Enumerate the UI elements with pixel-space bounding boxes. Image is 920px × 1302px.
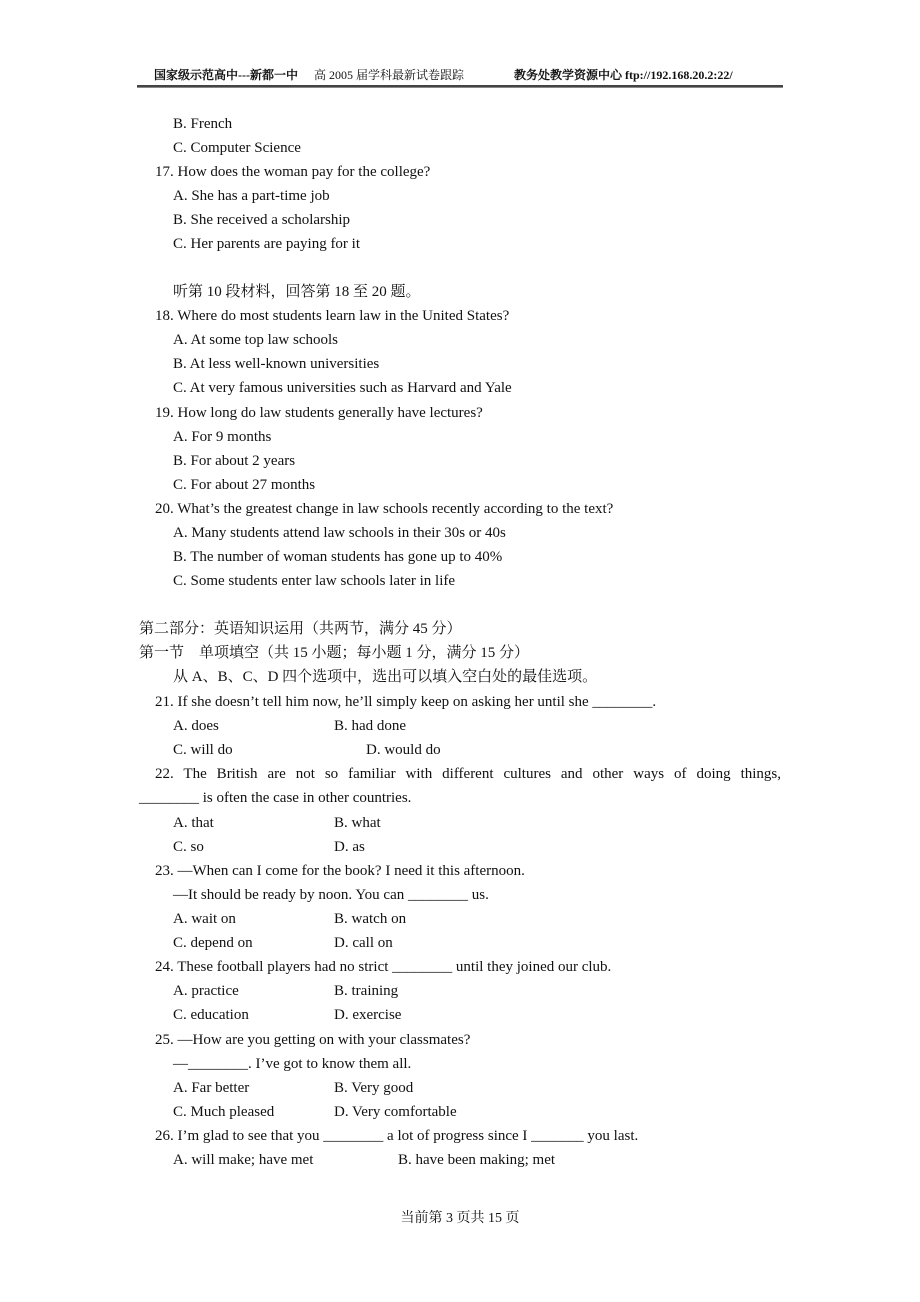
option: C. Much pleased	[173, 1104, 275, 1120]
question-stem: 19. How long do law students generally have lectures?	[155, 405, 483, 421]
question-stem: 25. —How are you getting on with your classmates?	[155, 1032, 471, 1048]
question-stem: ________ is often the case in other countries.	[139, 790, 412, 806]
option: A. practice	[173, 983, 239, 999]
header-divider	[137, 85, 783, 88]
option: B. have been making; met	[398, 1152, 556, 1168]
question-stem: 17. How does the woman pay for the college?	[155, 164, 431, 180]
question-stem: —It should be ready by noon. You can ________ us.	[173, 887, 489, 903]
option: C. so	[173, 839, 204, 855]
header-exam: 高 2005 届学科最新试卷跟踪	[314, 68, 465, 82]
question-stem: 21. If she doesn’t tell him now, he’ll simply keep on asking her until she ________.	[155, 694, 657, 710]
option: A. For 9 months	[173, 429, 272, 445]
option: A. She has a part-time job	[173, 188, 330, 204]
instruction: 从 A、B、C、D 四个选项中，选出可以填入空白处的最佳选项。	[173, 669, 598, 685]
option: A. Far better	[173, 1080, 250, 1096]
option: A. At some top law schools	[173, 332, 338, 348]
header-school: 国家级示范高中---新都一中	[154, 68, 298, 82]
option: B. had done	[334, 718, 407, 734]
option: D. exercise	[334, 1007, 402, 1023]
option: B. She received a scholarship	[173, 212, 351, 228]
option: B. For about 2 years	[173, 453, 296, 469]
option: D. would do	[366, 742, 441, 758]
option: D. Very comfortable	[334, 1104, 457, 1120]
page-footer: 当前第 3 页共 15 页	[400, 1211, 520, 1226]
option: A. will make; have met	[173, 1152, 314, 1168]
option: D. call on	[334, 935, 393, 951]
option: A. does	[173, 718, 219, 734]
question-stem: 20. What’s the greatest change in law schools recently according to the text?	[155, 501, 614, 517]
section-heading: 第二部分：英语知识运用（共两节，满分 45 分）	[139, 621, 462, 637]
question-stem: 22. The British are not so familiar with different cultures and other ways of doing things,	[155, 766, 781, 782]
header-resource-center: 教务处教学资源中心 ftp://192.168.20.2:22/	[514, 68, 733, 82]
option: B. training	[334, 983, 399, 999]
option: C. Some students enter law schools later in life	[173, 573, 456, 589]
option: C. For about 27 months	[173, 477, 316, 493]
option: B. The number of woman students has gone up to 40%	[173, 549, 503, 565]
option: C. At very famous universities such as Harvard and Yale	[173, 380, 512, 396]
option: C. education	[173, 1007, 249, 1023]
option: B. French	[173, 116, 233, 132]
question-stem: 23. —When can I come for the book? I need it this afternoon.	[155, 863, 525, 879]
option: C. Computer Science	[173, 140, 301, 156]
option: A. that	[173, 815, 214, 831]
section-heading: 第一节 单项填空（共 15 小题；每小题 1 分，满分 15 分）	[139, 645, 530, 661]
option: C. will do	[173, 742, 233, 758]
question-stem: 26. I’m glad to see that you ________ a lot of progress since I _______ you last.	[155, 1128, 639, 1144]
option: B. At less well-known universities	[173, 356, 380, 372]
option: C. Her parents are paying for it	[173, 236, 361, 252]
instruction: 听第 10 段材料，回答第 18 至 20 题。	[173, 284, 421, 300]
question-stem: —________. I’ve got to know them all.	[173, 1056, 412, 1072]
option: C. depend on	[173, 935, 253, 951]
option: B. watch on	[334, 911, 407, 927]
option: D. as	[334, 839, 365, 855]
question-stem: 24. These football players had no strict ________ until they joined our club.	[155, 959, 612, 975]
question-stem: 18. Where do most students learn law in the United States?	[155, 308, 510, 324]
option: B. what	[334, 815, 381, 831]
option: B. Very good	[334, 1080, 414, 1096]
option: A. Many students attend law schools in their 30s or 40s	[173, 525, 506, 541]
option: A. wait on	[173, 911, 236, 927]
